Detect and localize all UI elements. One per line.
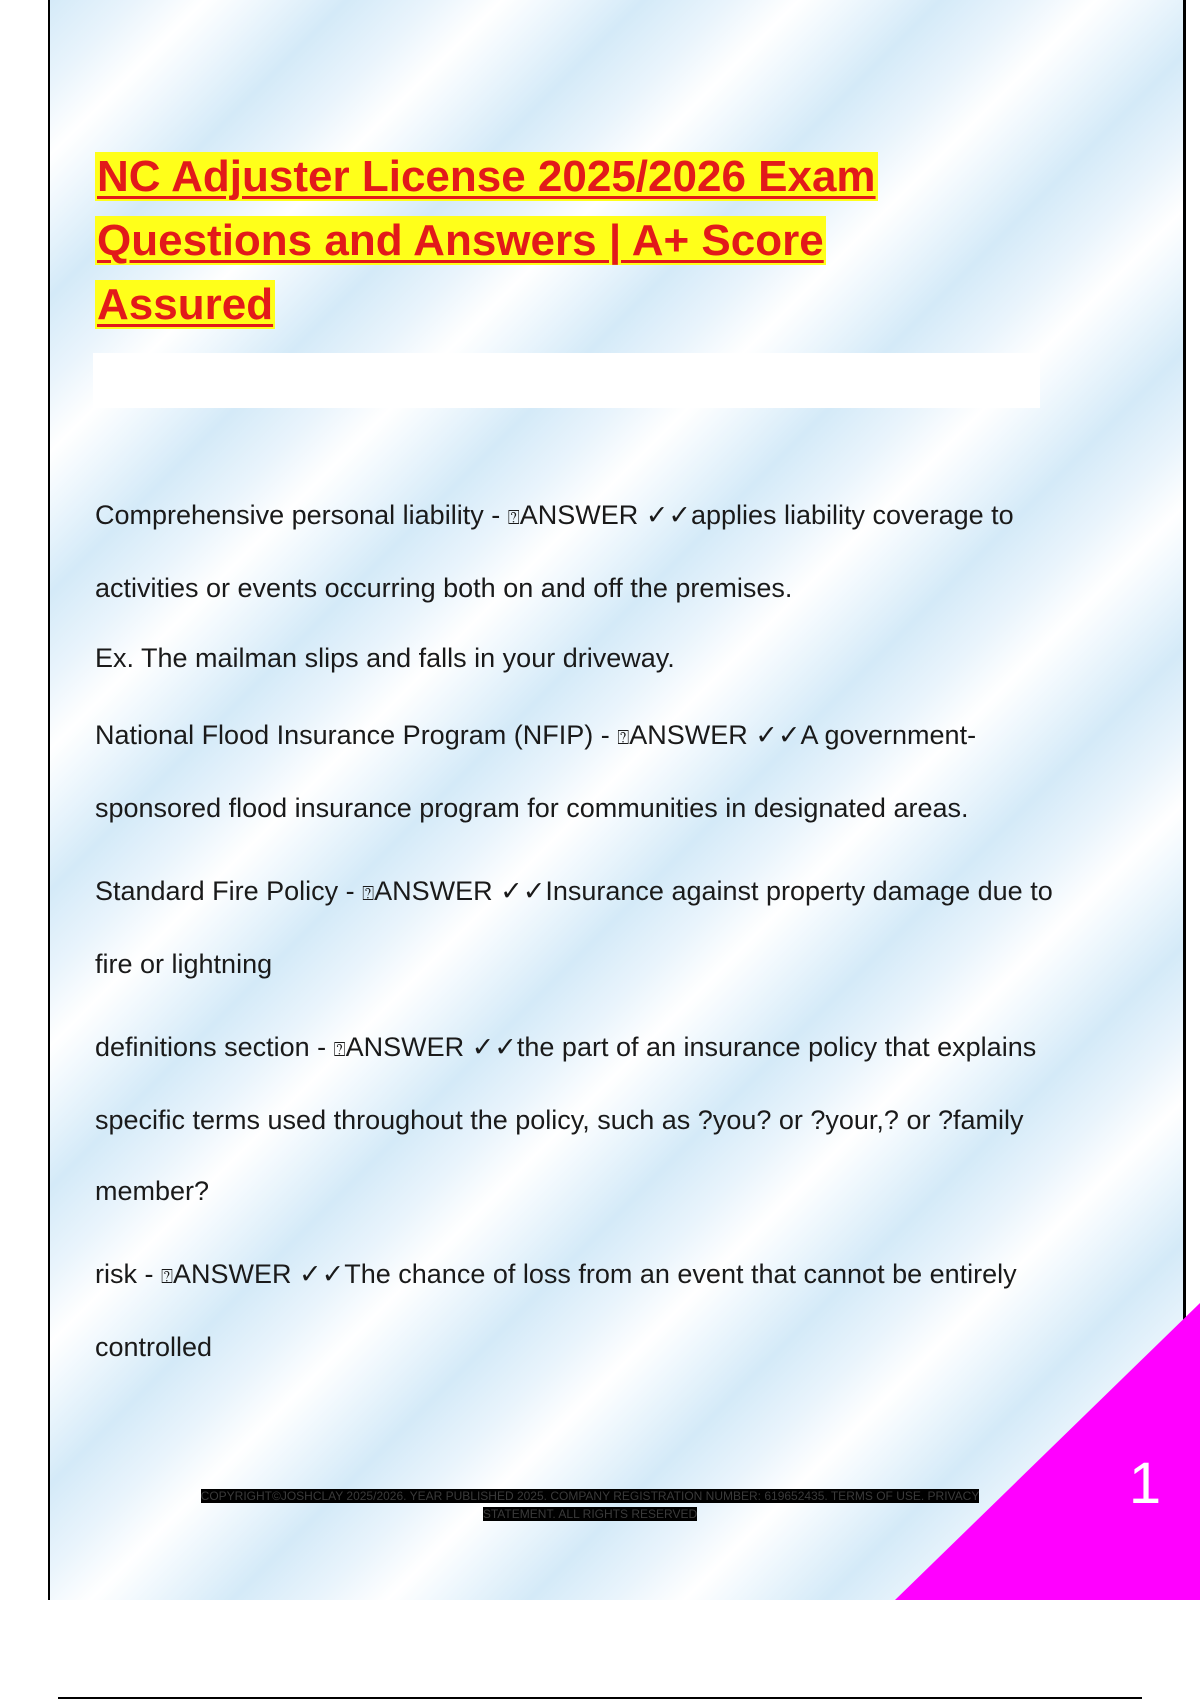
qa-entry — [95, 1012, 1055, 1227]
qa-content — [95, 480, 1055, 1395]
document-title — [95, 145, 995, 337]
qa-entry — [95, 480, 1055, 624]
qa-answer: applies liability coverage to activities or events occurring both on and off the premises. — [95, 500, 1014, 603]
page-number: 1 — [1128, 1451, 1162, 1516]
qa-answer: the part of an insurance policy that explains specific terms used throughout the policy, such as ?you? or ?your,? or ?family member? — [95, 1032, 1037, 1206]
document-title-text: NC Adjuster License 2025/2026 Exam Questions and Answers | A+ Score Assured — [97, 152, 876, 329]
qa-entry — [95, 856, 1055, 1000]
qa-term: definitions section - — [95, 1032, 334, 1062]
answer-prefix: ANSWER ✓✓ — [374, 876, 546, 906]
left-margin-rule — [48, 0, 50, 1600]
qa-term: National Flood Insurance Program (NFIP) - — [95, 720, 618, 750]
answer-box-icon: ⍰ — [507, 505, 520, 529]
qa-answer: A government-sponsored flood insurance program for communities in designated areas. — [95, 720, 977, 823]
copyright-notice — [175, 1487, 1005, 1523]
bottom-divider — [58, 1697, 1142, 1699]
copyright-text: COPYRIGHT©JOSHCLAY 2025/2026. YEAR PUBLISHED 2025. COMPANY REGISTRATION NUMBER: 619652435. TERMS OF USE. PRIVACY STATEMENT. ALL RIGHTS RESERVED — [200, 1489, 980, 1521]
qa-answer: Insurance against property damage due to fire or lightning — [95, 876, 1053, 979]
qa-term: Standard Fire Policy - — [95, 876, 363, 906]
answer-prefix: ANSWER ✓✓ — [172, 1259, 345, 1289]
answer-prefix: ANSWER ✓✓ — [629, 720, 801, 750]
example-text: Ex. The mailman slips and falls in your driveway. — [95, 643, 675, 673]
title-spacer-band — [93, 353, 1040, 408]
qa-example — [95, 636, 1055, 680]
title-block — [95, 145, 995, 337]
qa-answer: The chance of loss from an event that cannot be entirely controlled — [95, 1259, 1017, 1362]
answer-prefix: ANSWER ✓✓ — [345, 1032, 517, 1062]
qa-term: risk - — [95, 1259, 161, 1289]
answer-box-icon: ⍰ — [617, 725, 630, 749]
answer-box-icon: ⍰ — [160, 1264, 173, 1288]
qa-term: Comprehensive personal liability - — [95, 500, 508, 530]
qa-entry — [95, 700, 1055, 844]
answer-box-icon: ⍰ — [362, 881, 375, 905]
answer-box-icon: ⍰ — [333, 1037, 346, 1061]
qa-entry — [95, 1239, 1055, 1383]
answer-prefix: ANSWER ✓✓ — [519, 500, 691, 530]
